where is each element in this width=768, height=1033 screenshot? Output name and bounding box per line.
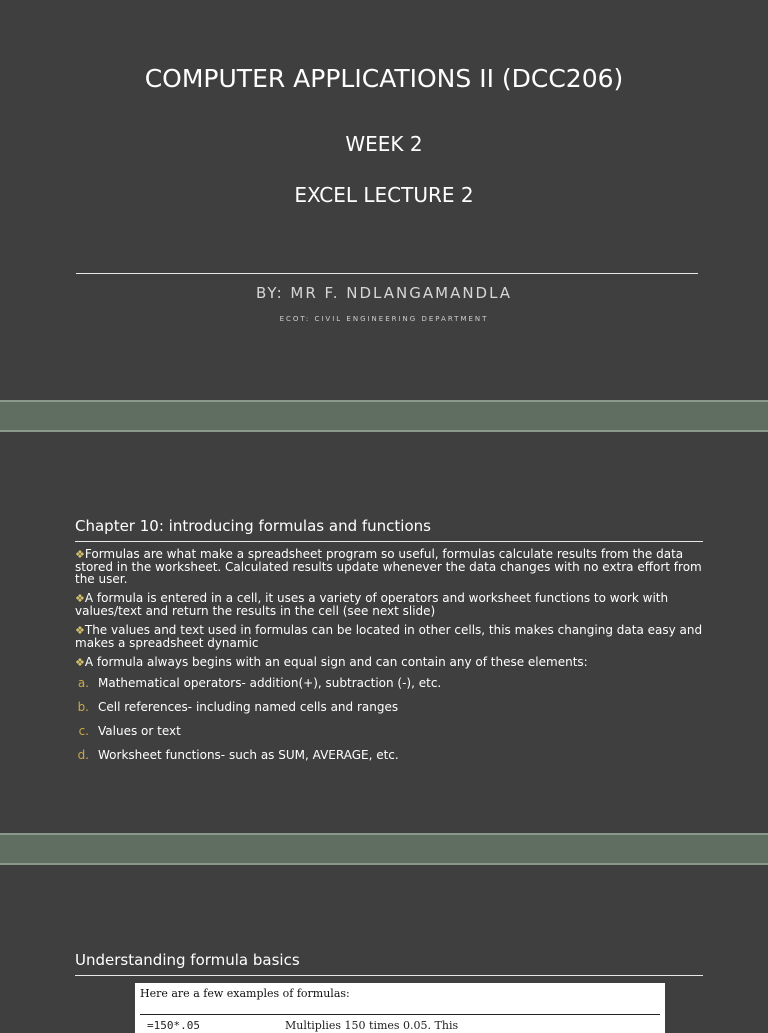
list-text: Worksheet functions- such as SUM, AVERAGE, etc. bbox=[98, 748, 399, 762]
slide-separator bbox=[0, 833, 768, 865]
list-item bbox=[75, 719, 705, 743]
slide-title: Chapter 10: introducing formulas and functions bbox=[75, 517, 431, 535]
bullet-diamond-icon: ❖ bbox=[75, 592, 85, 605]
list-text: Mathematical operators- addition(+), subtraction (-), etc. bbox=[98, 676, 442, 690]
list-item bbox=[75, 743, 705, 767]
bullet-text: A formula is entered in a cell, it uses a variety of operators and worksheet functions to work with values/text and return the results in the cell (see next slide) bbox=[75, 591, 669, 618]
formula-basics-slide[interactable] bbox=[0, 865, 768, 1032]
lecture-label: EXCEL LECTURE 2 bbox=[294, 183, 474, 207]
department-line: ECOT: CIVIL ENGINEERING DEPARTMENT bbox=[279, 315, 489, 323]
formula-example: =150*.05 bbox=[147, 1019, 200, 1032]
bullet-text: Formulas are what make a spreadsheet program so useful, formulas calculate results from the data stored in the worksheet. Calculated results update whenever the data changes with no extra effort from the user. bbox=[75, 547, 702, 586]
bullet-diamond-icon: ❖ bbox=[75, 548, 85, 561]
list-letter: b. bbox=[77, 700, 89, 714]
bullet-diamond-icon: ❖ bbox=[75, 624, 85, 637]
slide-title: Understanding formula basics bbox=[75, 951, 300, 969]
slide-title-divider bbox=[75, 541, 703, 542]
slide-separator bbox=[0, 400, 768, 432]
bullet-item bbox=[75, 548, 705, 585]
list-item bbox=[75, 671, 705, 695]
week-label: WEEK 2 bbox=[345, 132, 423, 156]
list-text: Cell references- including named cells and ranges bbox=[98, 700, 399, 714]
figure-divider bbox=[140, 1014, 660, 1015]
list-text: Values or text bbox=[98, 724, 181, 738]
bullet-diamond-icon: ❖ bbox=[75, 656, 85, 669]
bullet-text: A formula always begins with an equal sign and can contain any of these elements: bbox=[84, 655, 588, 669]
slide-body bbox=[75, 548, 705, 767]
bullet-item bbox=[75, 656, 705, 669]
slide-title-divider bbox=[75, 975, 703, 976]
title-divider bbox=[76, 273, 698, 274]
list-item bbox=[75, 695, 705, 719]
chapter-slide[interactable] bbox=[0, 432, 768, 833]
list-letter: c. bbox=[78, 724, 89, 738]
list-letter: d. bbox=[77, 748, 89, 762]
formula-examples-figure bbox=[135, 983, 665, 1033]
author-line: BY: MR F. NDLANGAMANDLA bbox=[255, 284, 513, 302]
course-title: COMPUTER APPLICATIONS II (DCC206) bbox=[144, 64, 624, 93]
formula-description: Multiplies 150 times 0.05. This bbox=[285, 1019, 459, 1032]
figure-heading: Here are a few examples of formulas: bbox=[140, 987, 350, 1000]
list-letter: a. bbox=[77, 676, 89, 690]
bullet-item bbox=[75, 592, 705, 617]
bullet-text: The values and text used in formulas can be located in other cells, this makes changing data easy and makes a spreadsheet dynamic bbox=[75, 623, 703, 650]
bullet-item bbox=[75, 624, 705, 649]
title-slide[interactable] bbox=[0, 0, 768, 400]
